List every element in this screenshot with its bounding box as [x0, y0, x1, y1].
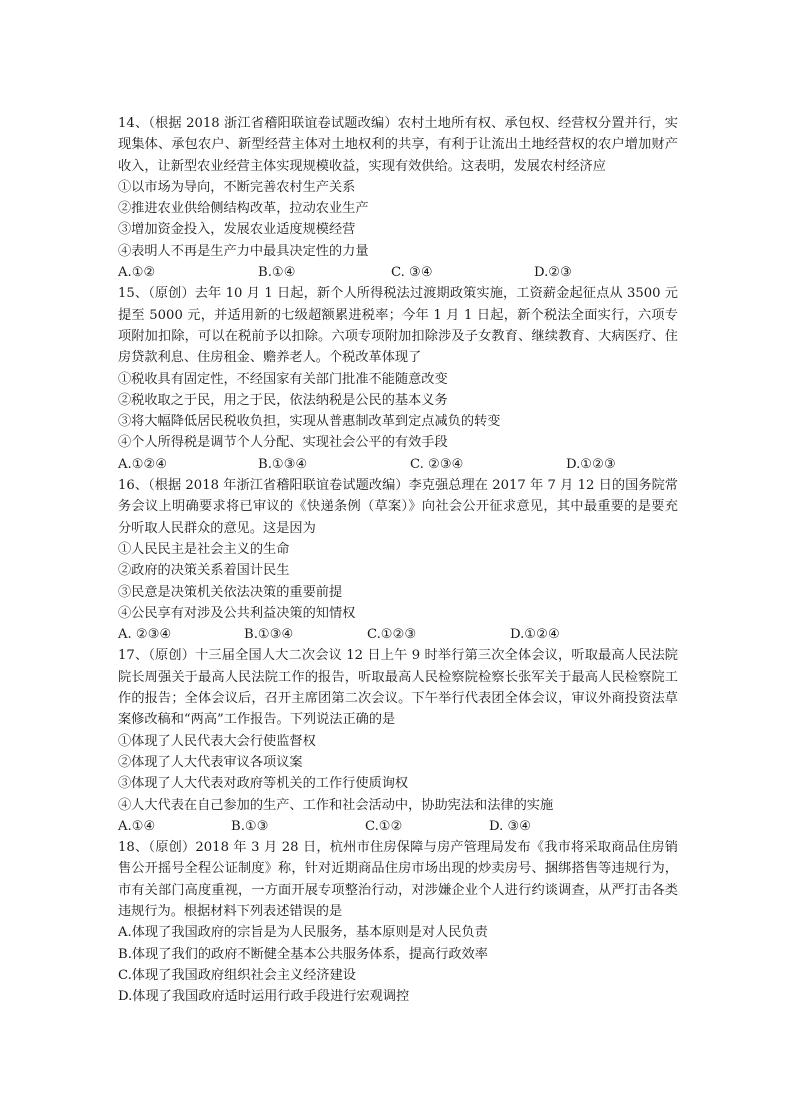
- answer-choice-d: D.②③: [534, 265, 572, 281]
- statement-option: ①人民民主是社会主义的生命: [118, 541, 290, 557]
- question-15: [118, 283, 678, 475]
- answer-choice-b: B.①③④: [258, 456, 308, 472]
- answer-choice-b: B.①④: [258, 265, 296, 281]
- question-18: [118, 837, 678, 1007]
- statement-option: ①税收具有固定性，不经国家有关部门批准不能随意改变: [118, 371, 448, 387]
- statement-option: ④公民享有对涉及公共利益决策的知情权: [118, 605, 356, 621]
- statement-option: ③将大幅降低居民税收负担，实现从普惠制改革到定点减负的转变: [118, 414, 501, 430]
- statement-option: ④个人所得税是调节个人分配、实现社会公平的有效手段: [118, 435, 448, 451]
- question-stem: 14、（根据 2018 浙江省稽阳联谊卷试题改编）农村土地所有权、承包权、经营权分置并行，实现集体、承包农户、新型经营主体对土地权利的共享，有利于让流出土地经营权的农户增加财产收入，让新型农业经营主体实现规模收益，实现有效供给。这表明，发展农村经济应: [118, 116, 678, 174]
- lettered-option: B.体现了我们的政府不断健全基本公共服务体系，提高行政效率: [118, 946, 488, 962]
- statement-option: ③体现了人大代表对政府等机关的工作行使质询权: [118, 776, 409, 792]
- lettered-option: D.体现了我国政府适时运用行政手段进行宏观调控: [118, 989, 410, 1005]
- statement-option: ①以市场为导向，不断完善农村生产关系: [118, 179, 356, 195]
- question-14: [118, 113, 678, 283]
- statement-option: ③民意是决策机关依法决策的重要前提: [118, 584, 343, 600]
- question-stem: 16、（根据 2018 年浙江省稽阳联谊卷试题改编）李克强总理在 2017 年 7 月 12 日的国务院常务会议上明确要求将已审议的《快递条例（草案）》向社会公开征求意见，其中最重要的是要充分听取人民群众的意见。这是因为: [118, 478, 678, 536]
- statement-option: ②税收取之于民，用之于民，依法纳税是公民的基本义务: [118, 392, 448, 408]
- answer-choice-d: D. ③④: [489, 818, 532, 834]
- answer-choice-a: A.①②④: [118, 456, 168, 472]
- statement-option: ①体现了人民代表大会行使监督权: [118, 733, 316, 749]
- statement-option: ②推进农业供给侧结构改革，拉动农业生产: [118, 201, 369, 217]
- answer-choice-c: C.①②③: [367, 627, 417, 643]
- answer-choice-c: C. ②③④: [410, 456, 464, 472]
- question-stem: 17、（原创）十三届全国人大二次会议 12 日上午 9 时举行第三次全体会议，听取最高人民法院院长周强关于最高人民法院工作的报告，听取最高人民检察院检察长张军关于最高人民检察院工作的报告；全体会议后，召开主席团第二次会议。下午举行代表团全体会议，审议外商投资法草案修改稿和“两高”工作报告。下列说法正确的是: [118, 648, 678, 728]
- answer-choice-a: A.①②: [118, 265, 156, 281]
- answer-choice-a: A. ②③④: [118, 627, 172, 643]
- statement-option: ②体现了人大代表审议各项议案: [118, 754, 303, 770]
- exam-page: [118, 113, 678, 1007]
- answer-choices: [118, 262, 678, 283]
- lettered-option: C.体现了我国政府组织社会主义经济建设: [118, 967, 356, 983]
- answer-choice-b: B.①③: [231, 818, 269, 834]
- answer-choice-d: D.①②③: [566, 456, 616, 472]
- question-stem: 18、（原创）2018 年 3 月 28 日，杭州市住房保障与房产管理局发布《我市将采取商品住房销售公开摇号全程公证制度》称，针对近期商品住房市场出现的炒卖房号、捆绑搭售等违规行为，市有关部门高度重视，一方面开展专项整治行动，对涉嫌企业个人进行约谈调查，从严打击各类违规行为。根据材料下列表述错误的是: [118, 840, 678, 919]
- answer-choice-c: C. ③④: [391, 265, 433, 281]
- question-16: [118, 475, 678, 645]
- answer-choices: [118, 454, 678, 475]
- lettered-option: A.体现了我国政府的宗旨是为人民服务，基本原则是对人民负责: [118, 925, 488, 941]
- answer-choice-d: D.①②④: [510, 627, 560, 643]
- question-stem: 15、（原创）去年 10 月 1 日起，新个人所得税法过渡期政策实施，工资薪金起征点从 3500 元提至 5000 元，并适用新的七级超额累进税率；今年 1 月 1 日起，新个税法全面实行，六项专项附加扣除，可以在税前予以扣除。六项专项附加扣除涉及子女教育、继续教育、大病医疗、住房贷款利息、住房租金、赡养老人。个税改革体现了: [118, 286, 678, 366]
- statement-option: ③增加资金投入，发展农业适度规模经营: [118, 222, 356, 238]
- statement-option: ④表明人不再是生产力中最具决定性的力量: [118, 243, 369, 259]
- question-17: [118, 645, 678, 837]
- answer-choices: [118, 624, 678, 645]
- answer-choices: [118, 816, 678, 837]
- answer-choice-b: B.①③④: [244, 627, 294, 643]
- answer-choice-c: C.①②: [365, 818, 403, 834]
- statement-option: ④人大代表在自己参加的生产、工作和社会活动中，协助宪法和法律的实施: [118, 797, 554, 813]
- statement-option: ②政府的决策关系着国计民生: [118, 563, 290, 579]
- answer-choice-a: A.①④: [118, 818, 156, 834]
